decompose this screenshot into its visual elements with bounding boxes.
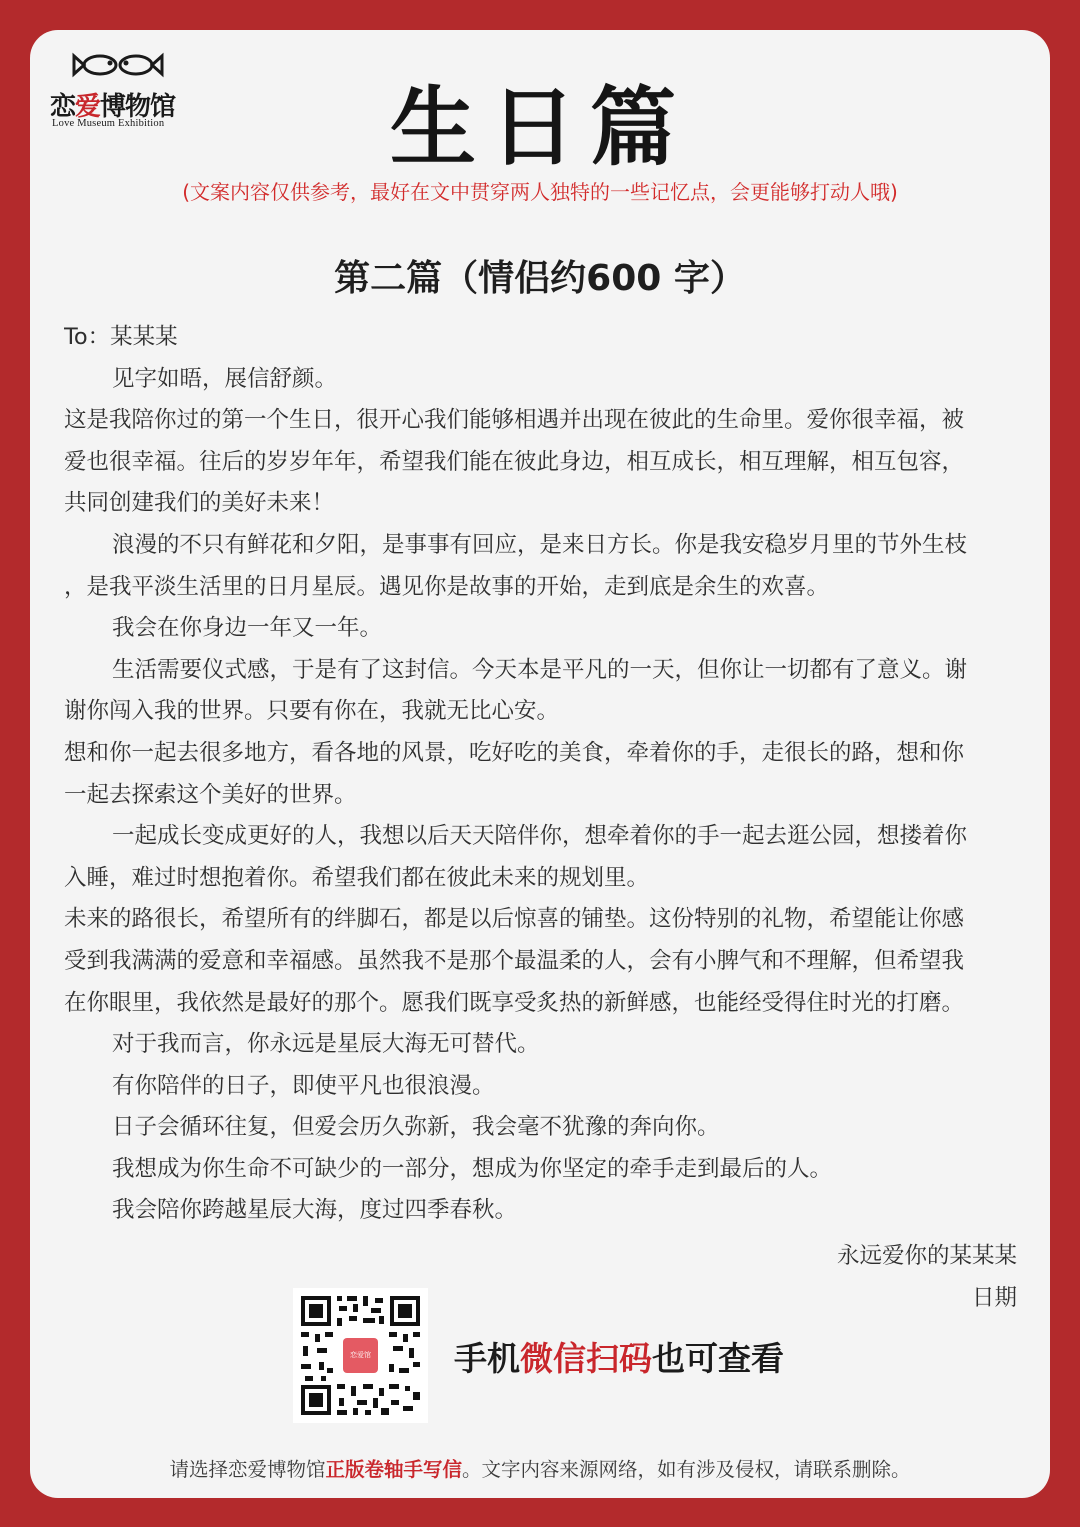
reference-note: (文案内容仅供参考，最好在文中贯穿两人独特的一些记忆点，会更能够打动人哦)	[182, 180, 898, 204]
letter-line: 我会陪你跨越星辰大海，度过四季春秋。	[112, 1197, 518, 1224]
letter-line: 见字如晤，展信舒颜。	[112, 365, 338, 392]
letter-line: 爱也很幸福。往后的岁岁年年，希望我们能在彼此身边，相互成长，相互理解，相互包容，	[64, 448, 965, 475]
letter-card	[30, 30, 1050, 1498]
scan-call-to-action: 手机微信扫码也可查看	[454, 1339, 784, 1378]
letter-line: 谢你闯入我的世界。只要有你在，我就无比心安。	[64, 698, 560, 725]
letter-date: 日期	[971, 1284, 1017, 1311]
qr-center-label: 恋爱馆	[350, 1351, 371, 1359]
letter-line: 在你眼里，我依然是最好的那个。愿我们既享受炙热的新鲜感，也能经受得住时光的打磨。	[64, 989, 965, 1016]
qr-code[interactable]	[293, 1288, 428, 1423]
letter-line: 想和你一起去很多地方，看各地的风景，吃好吃的美食，牵着你的手，走很长的路，想和你	[64, 739, 965, 766]
letter-line: 有你陪伴的日子，即使平凡也很浪漫。	[112, 1072, 495, 1099]
letter-line: 受到我满满的爱意和幸福感。虽然我不是那个最温柔的人，会有小脾气和不理解，但希望我	[64, 947, 965, 974]
letter-line: ，是我平淡生活里的日月星辰。遇见你是故事的开始，走到底是余生的欢喜。	[64, 573, 830, 600]
page-title: 生日篇	[390, 77, 690, 178]
letter-body	[64, 317, 1010, 1232]
letter-line: 我会在你身边一年又一年。	[112, 615, 383, 642]
letter-line: 日子会循环往复，但爱会历久弥新，我会毫不犹豫的奔向你。	[112, 1114, 720, 1141]
letter-line: 这是我陪你过的第一个生日，很开心我们能够相遇并出现在彼此的生命里。爱你很幸福，被	[64, 407, 965, 434]
brand-name: 恋爱博物馆	[50, 92, 176, 122]
fish-icon	[70, 52, 166, 78]
letter-line: To：某某某	[64, 324, 178, 350]
section-title: 第二篇（情侣约600 字）	[334, 258, 746, 299]
footer-notice: 请选择恋爱博物馆正版卷轴手写信。文字内容来源网络，如有涉及侵权，请联系删除。	[169, 1458, 911, 1481]
letter-line: 共同创建我们的美好未来！	[64, 490, 335, 517]
letter-line: 一起成长变成更好的人，我想以后天天陪伴你，想牵着你的手一起去逛公园，想搂着你	[112, 823, 968, 850]
letter-line: 未来的路很长，希望所有的绊脚石，都是以后惊喜的铺垫。这份特别的礼物，希望能让你感	[64, 906, 965, 933]
letter-signature-block	[837, 1236, 1017, 1319]
letter-line: 我想成为你生命不可缺少的一部分，想成为你坚定的牵手走到最后的人。	[112, 1155, 833, 1182]
letter-line: 一起去探索这个美好的世界。	[64, 781, 357, 808]
letter-line: 浪漫的不只有鲜花和夕阳，是事事有回应，是来日方长。你是我安稳岁月里的节外生枝	[112, 531, 968, 558]
letter-line: 生活需要仪式感，于是有了这封信。今天本是平凡的一天，但你让一切都有了意义。谢	[112, 656, 968, 683]
brand-subtitle: Love Museum Exhibition	[52, 118, 165, 129]
signature: 永远爱你的某某某	[836, 1243, 1017, 1269]
letter-line: 对于我而言，你永远是星辰大海无可替代。	[112, 1031, 540, 1058]
letter-line: 入睡，难过时想抱着你。希望我们都在彼此未来的规划里。	[64, 864, 650, 891]
